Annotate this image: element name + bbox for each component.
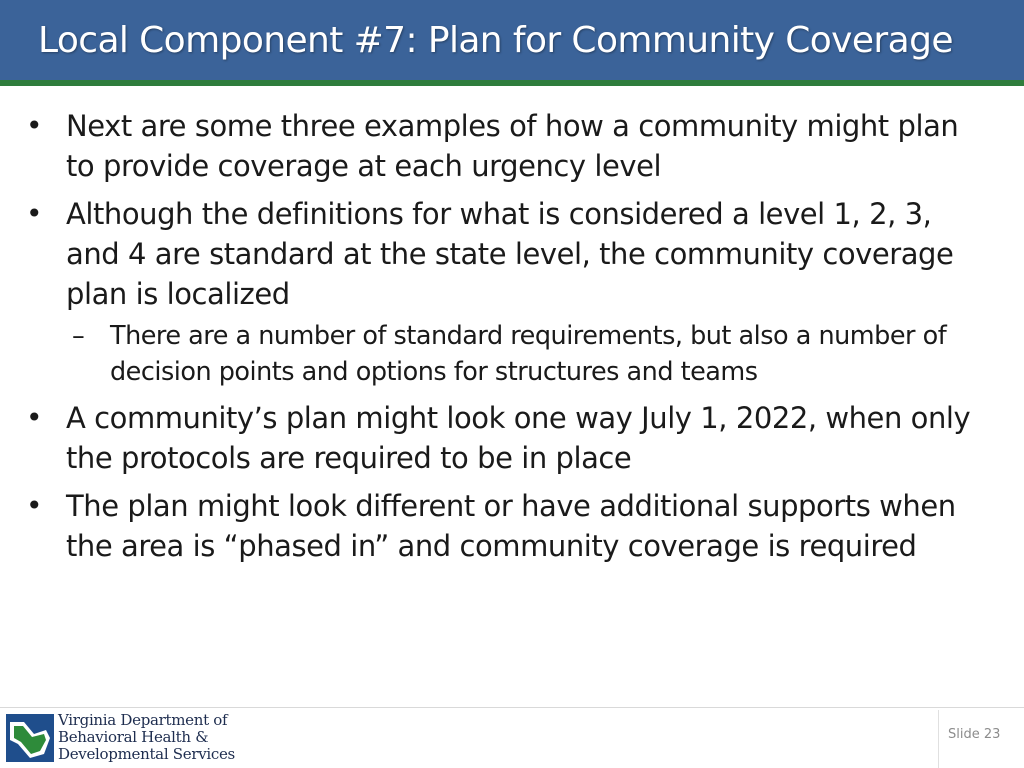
sub-bullet-list [66, 318, 982, 390]
bullet-icon: • [26, 109, 43, 142]
bullet-list [22, 106, 982, 566]
slide-content [22, 106, 982, 574]
bullet-item [22, 398, 982, 478]
footer-divider [938, 710, 939, 768]
org-line-2: Behavioral Health & [58, 728, 209, 746]
virginia-logo-icon [6, 714, 54, 762]
bullet-icon: • [26, 489, 43, 522]
org-line-3: Developmental Services [58, 745, 235, 763]
bullet-text: The plan might look different or have additional supports when the area is “phased in” and community coverage is required [66, 489, 956, 563]
bullet-icon: • [26, 197, 43, 230]
bullet-icon: • [26, 401, 43, 434]
sub-bullet-item [66, 318, 982, 390]
footer-separator [0, 707, 1024, 708]
org-name [58, 712, 235, 763]
bullet-item [22, 106, 982, 186]
dbhds-logo [6, 712, 246, 766]
bullet-text: Although the definitions for what is considered a level 1, 2, 3, and 4 are standard at the state level, the community coverage plan is localized [66, 197, 954, 311]
dash-icon: – [72, 321, 85, 351]
org-line-1: Virginia Department of [58, 711, 228, 729]
bullet-item [22, 194, 982, 390]
bullet-text: Next are some three examples of how a community might plan to provide coverage at each urgency level [66, 109, 959, 183]
bullet-text: A community’s plan might look one way July 1, 2022, when only the protocols are required to be in place [66, 401, 971, 475]
slide-title: Local Component #7: Plan for Community Coverage [38, 20, 953, 61]
sub-bullet-text: There are a number of standard requirements, but also a number of decision points and options for structures and teams [110, 321, 947, 387]
bullet-item [22, 486, 982, 566]
title-bar [0, 0, 1024, 86]
slide-number: Slide 23 [948, 727, 1001, 742]
